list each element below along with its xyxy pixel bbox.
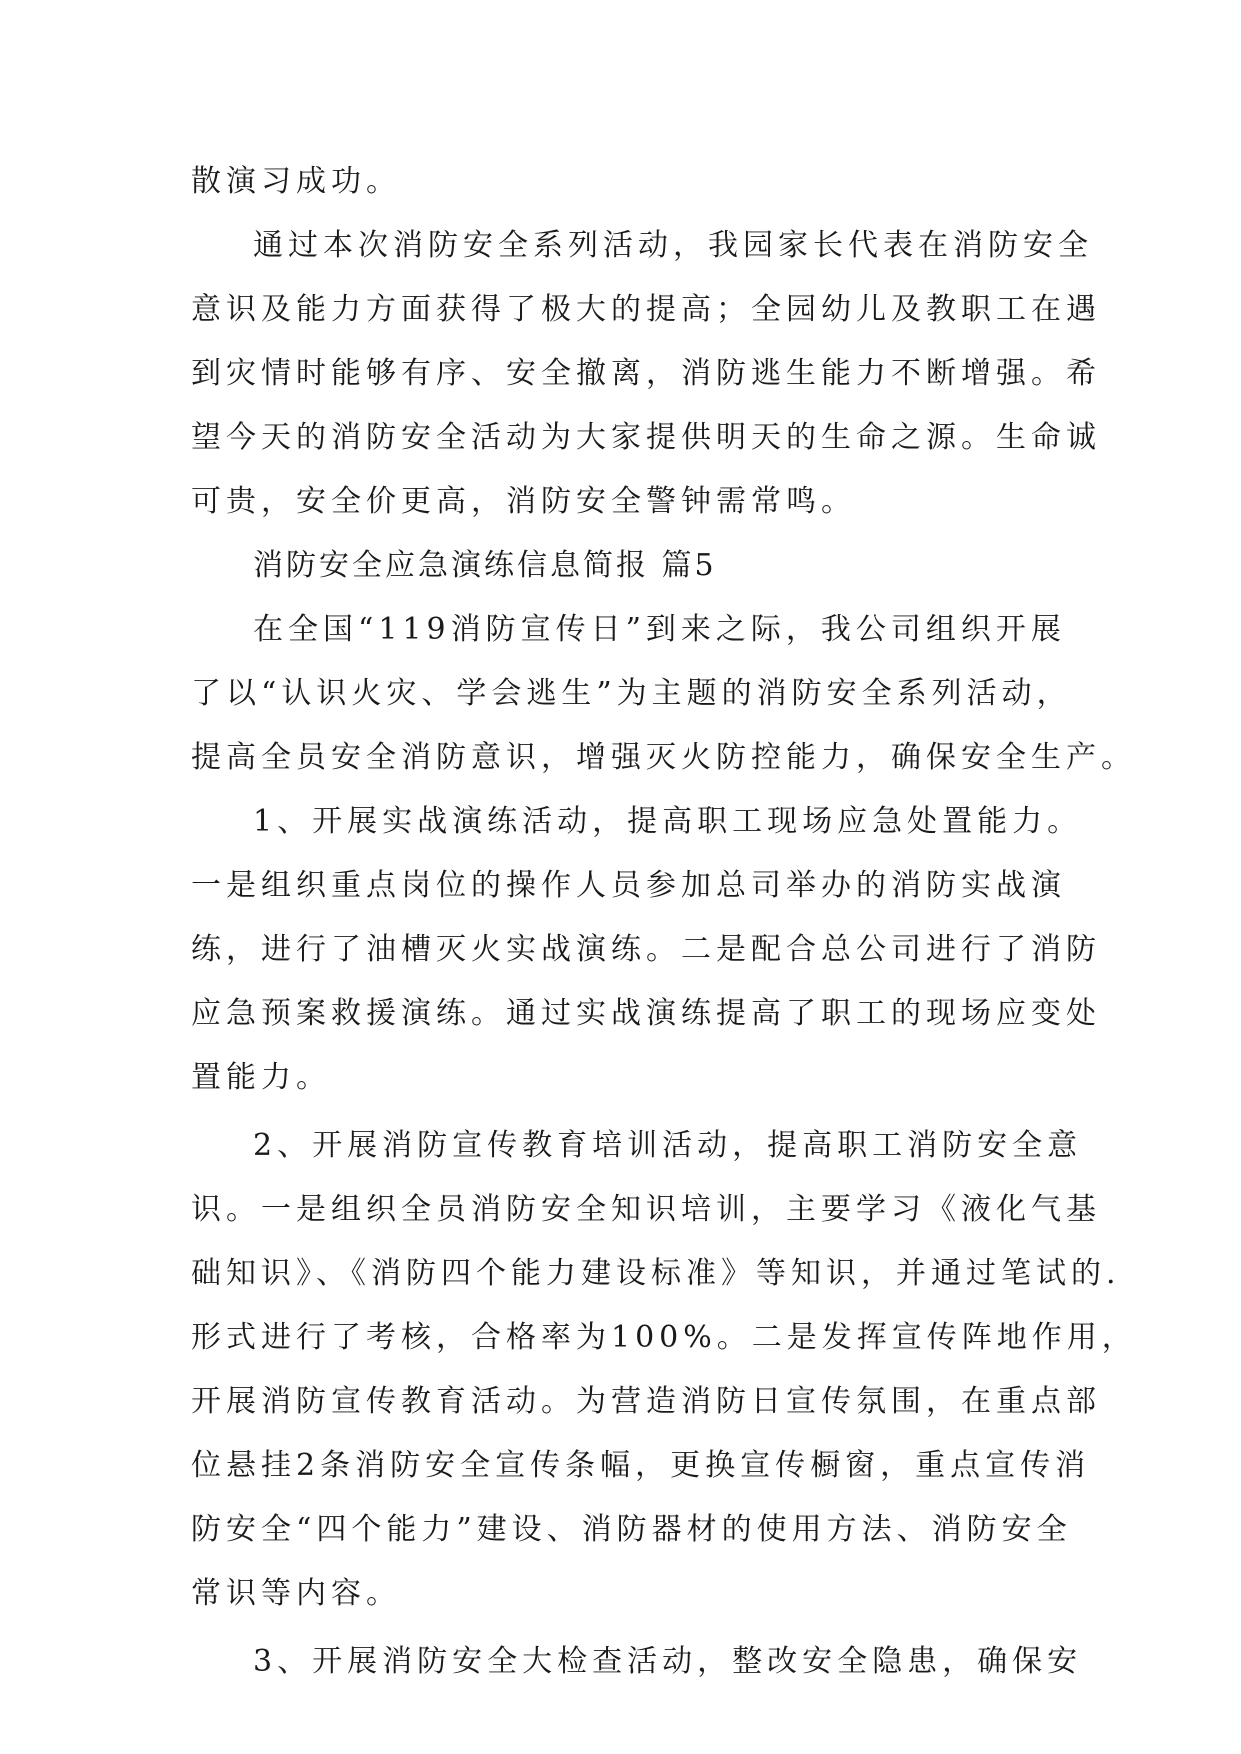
paragraph-first-line: 2、开展消防宣传教育培训活动，提高职工消防安全意 — [253, 1128, 1083, 1163]
text-line: 形式进行了考核，合格率为100%。二是发挥宣传阵地作用， — [191, 1320, 1137, 1355]
text-line: 识。一是组织全员消防安全知识培训，主要学习《液化气基 — [191, 1192, 1101, 1227]
text-line: 望今天的消防安全活动为大家提供明天的生命之源。生命诚 — [191, 420, 1101, 455]
text-line: 开展消防宣传教育活动。为营造消防日宣传氛围，在重点部 — [191, 1384, 1101, 1419]
text-line: 防安全“四个能力”建设、消防器材的使用方法、消防安全 — [191, 1512, 1072, 1547]
body-text — [191, 150, 1137, 1694]
text-line: 一是组织重点岗位的操作人员参加总司举办的消防实战演 — [191, 868, 1066, 903]
text-line: 可贵，安全价更高，消防安全警钟需常鸣。 — [191, 484, 856, 519]
paragraph-first-line: 通过本次消防安全系列活动，我园家长代表在消防安全 — [253, 228, 1093, 263]
paragraph-first-line: 在全国“119消防宣传日”到来之际，我公司组织开展 — [253, 612, 1066, 647]
text-line: 置能力。 — [191, 1060, 331, 1095]
text-line: 练，进行了油槽灭火实战演练。二是配合总公司进行了消防 — [191, 932, 1101, 967]
section-heading: 消防安全应急演练信息简报 篇5 — [253, 548, 717, 583]
text-line: 提高全员安全消防意识，增强灭火防控能力，确保安全生产。 — [191, 740, 1136, 775]
text-line: 常识等内容。 — [191, 1576, 401, 1611]
paragraph-first-line: 3、开展消防安全大检查活动，整改安全隐患，确保安 — [253, 1644, 1083, 1679]
text-line: 位悬挂2条消防安全宣传条幅，更换宣传橱窗，重点宣传消 — [191, 1448, 1091, 1483]
text-line: 散演习成功。 — [191, 164, 401, 199]
paragraph-first-line: 1、开展实战演练活动，提高职工现场应急处置能力。 — [253, 804, 1083, 839]
text-line: 了以“认识火灾、学会逃生”为主题的消防安全系列活动， — [191, 676, 1072, 711]
text-line: 础知识》、《消防四个能力建设标准》等知识，并通过笔试的. — [191, 1256, 1121, 1291]
text-line: 应急预案救援演练。通过实战演练提高了职工的现场应变处 — [191, 996, 1101, 1031]
text-line: 到灾情时能够有序、安全撤离，消防逃生能力不断增强。希 — [191, 356, 1101, 391]
text-line: 意识及能力方面获得了极大的提高；全园幼儿及教职工在遇 — [191, 292, 1101, 327]
